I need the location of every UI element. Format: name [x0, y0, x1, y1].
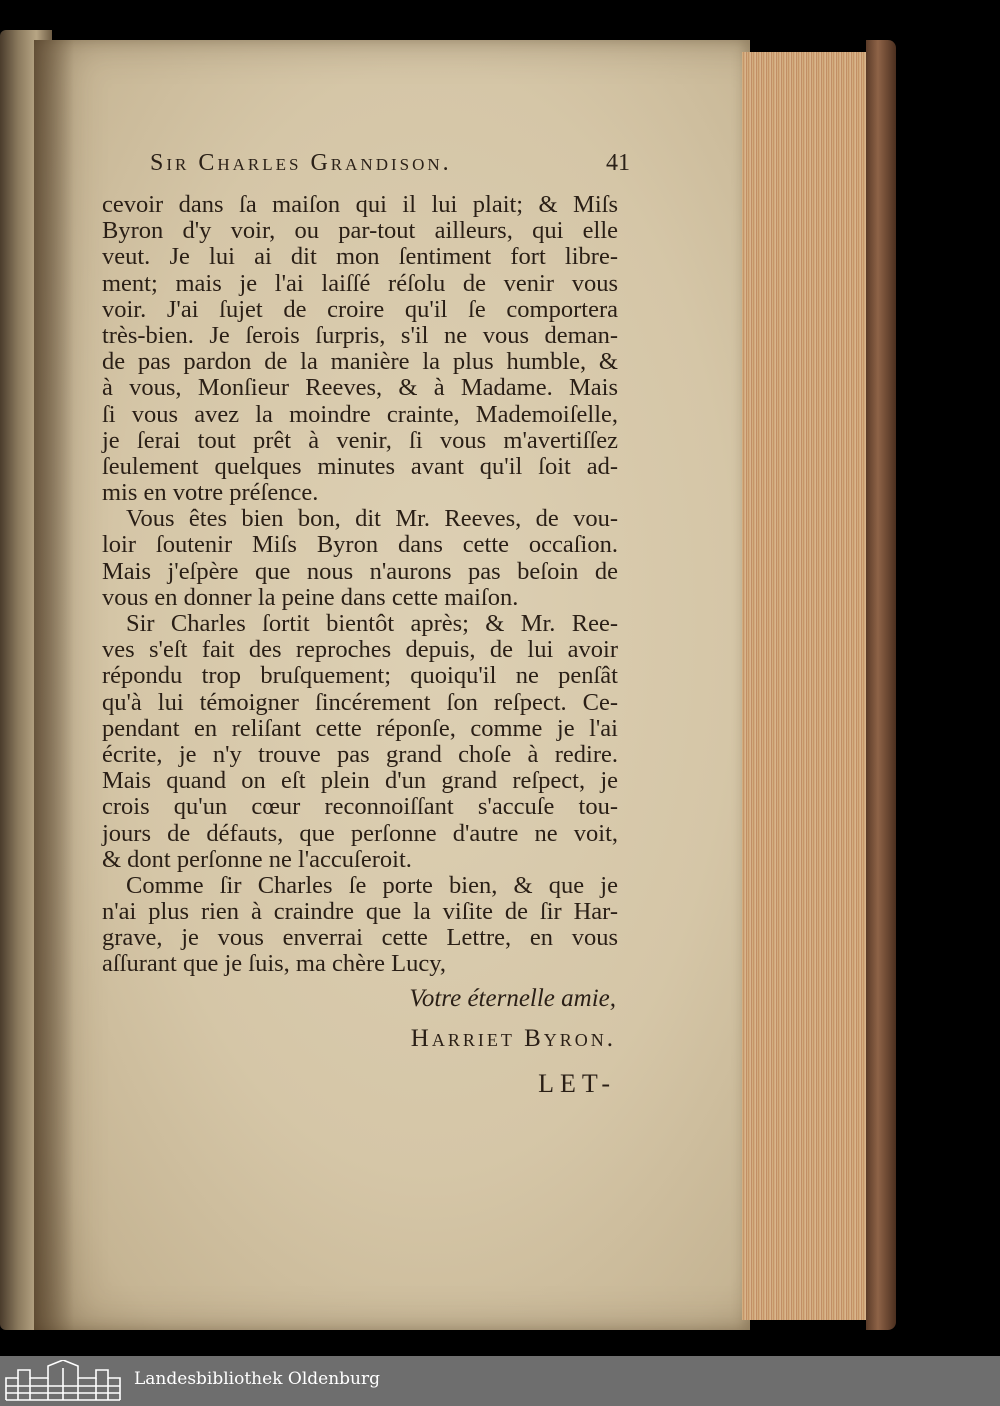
text-line: à vous, Monſieur Reeves, & à Madame. Mais	[102, 374, 618, 402]
text-line: Vous êtes bien bon, dit Mr. Reeves, de vou-	[126, 505, 618, 533]
gutter-shadow	[34, 40, 74, 1330]
catchword: LET-	[538, 1069, 616, 1098]
text-line: pendant en reliſant cette réponſe, comme je l'ai	[102, 714, 618, 742]
valediction: Votre éternelle amie,	[409, 985, 616, 1012]
page-number: 41	[606, 150, 630, 176]
text-line: Mais quand on eſt plein d'un grand reſpect, je	[102, 767, 618, 795]
text-line: je ſerai tout prêt à venir, ſi vous m'avertiſſez	[102, 426, 618, 454]
text-line: ves s'eſt fait des reproches depuis, de lui avoir	[102, 636, 618, 664]
text-line: mis en votre préſence.	[102, 479, 319, 507]
signature: Harriet Byron.	[410, 1025, 616, 1052]
text-line: Comme ſir Charles ſe porte bien, & que je	[126, 871, 618, 899]
text-line: répondu trop bruſquement; quoiqu'il ne penſât	[102, 662, 618, 690]
page-edges	[742, 52, 870, 1320]
library-building-icon	[4, 1360, 122, 1402]
library-name: Landesbibliothek Oldenburg	[134, 1369, 381, 1389]
running-header	[150, 150, 630, 186]
text-line: jours de défauts, que perſonne d'autre ne voit,	[102, 819, 618, 847]
text-line: loir ſoutenir Miſs Byron dans cette occaſion.	[102, 531, 618, 559]
running-title: Sir Charles Grandison.	[150, 150, 452, 176]
text-line: crois qu'un cœur reconnoiſſant s'accuſe tou-	[102, 793, 618, 821]
text-line: voir. J'ai ſujet de croire qu'il ſe comportera	[102, 295, 618, 323]
text-line: qu'à lui témoigner ſincérement ſon reſpect. Ce-	[102, 688, 618, 716]
footer-bar	[0, 1356, 1000, 1406]
text-line: ſeulement quelques minutes avant qu'il ſoit ad-	[102, 452, 618, 480]
text-line: Sir Charles ſortit bientôt après; & Mr. Ree-	[126, 610, 618, 637]
text-line: & dont perſonne ne l'accuſeroit.	[102, 845, 412, 873]
text-line: de pas pardon de la manière la plus humble, &	[102, 348, 618, 376]
text-line: très-bien. Je ſerois ſurpris, s'il ne vous deman-	[102, 321, 618, 349]
text-line: ment; mais je l'ai laiſſé réſolu de venir vous	[102, 269, 618, 297]
text-line: écrite, je n'y trouve pas grand choſe à redire.	[102, 740, 618, 768]
text-line: aſſurant que je ſuis, ma chère Lucy,	[102, 950, 446, 978]
text-line: cevoir dans ſa maiſon qui il lui plait; & Miſs	[102, 191, 618, 218]
book-cover-edge	[866, 40, 896, 1330]
text-line: Mais j'eſpère que nous n'aurons pas beſoin de	[102, 557, 618, 585]
text-line: Byron d'y voir, ou par-tout ailleurs, qui elle	[102, 217, 618, 245]
text-line: veut. Je lui ai dit mon ſentiment fort libre-	[102, 243, 618, 271]
text-line: n'ai plus rien à craindre que la viſite de ſir Har-	[102, 898, 618, 926]
text-line: ſi vous avez la moindre crainte, Mademoiſelle,	[102, 400, 618, 428]
text-line: grave, je vous enverrai cette Lettre, en vous	[102, 924, 618, 952]
body-text	[102, 192, 618, 978]
letter-closing	[300, 985, 616, 1099]
text-line: vous en donner la peine dans cette maiſon.	[102, 583, 519, 611]
